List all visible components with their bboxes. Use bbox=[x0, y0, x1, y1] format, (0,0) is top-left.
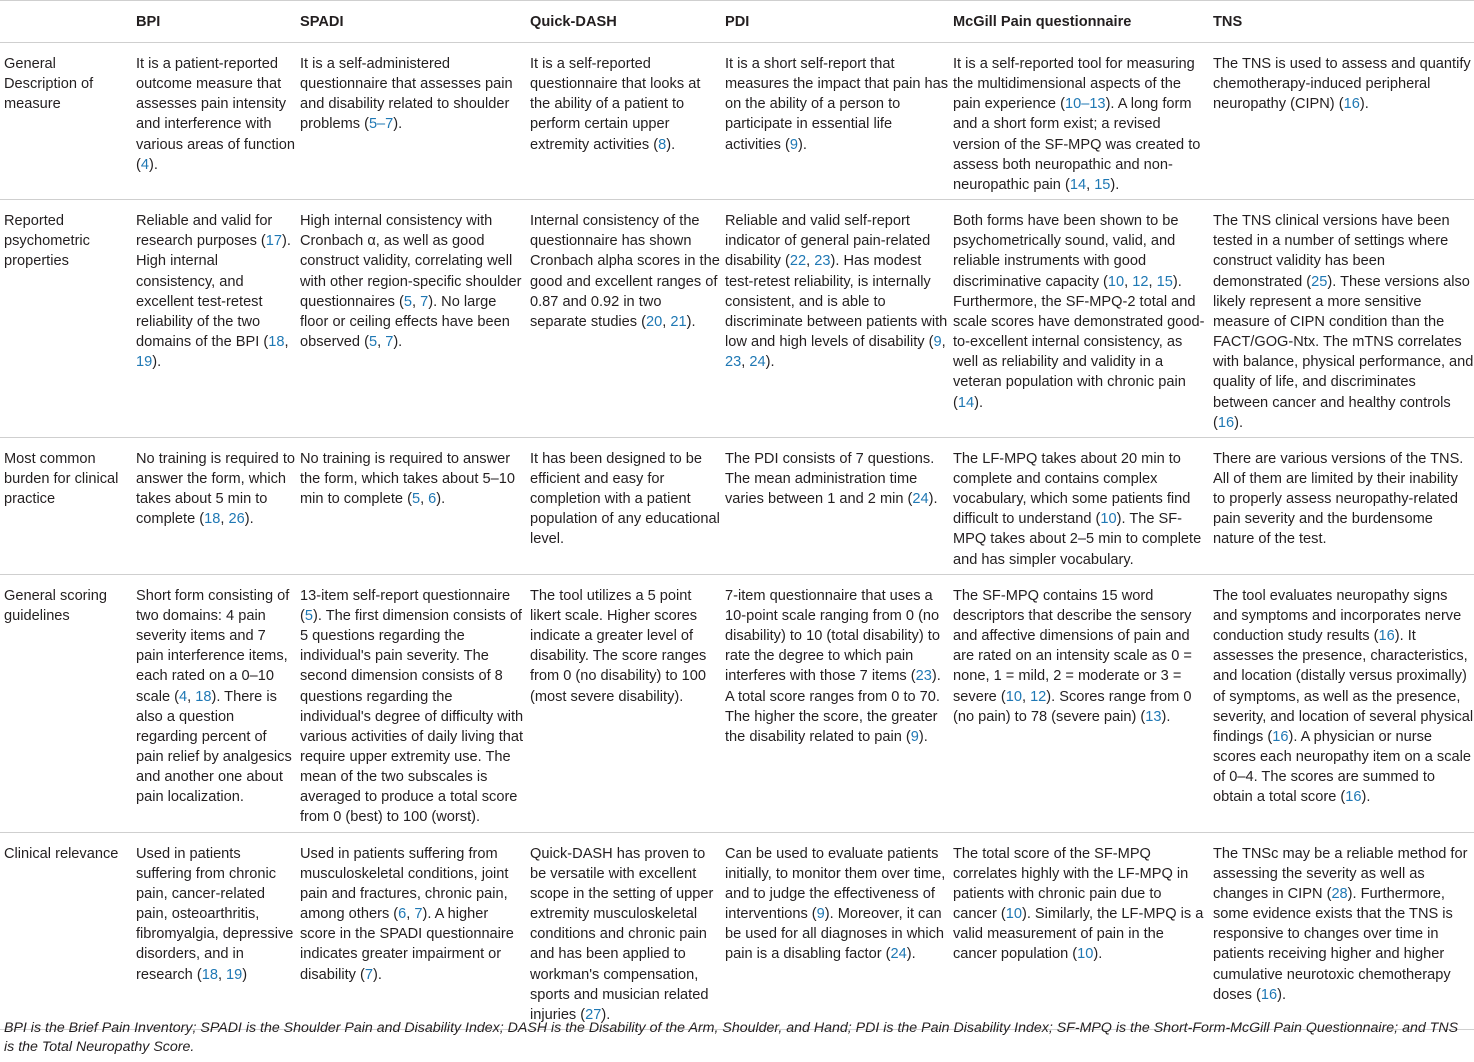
reference-link[interactable]: 5 bbox=[403, 293, 412, 310]
table-row bbox=[0, 437, 1474, 574]
reference-link[interactable]: 7 bbox=[414, 906, 423, 923]
reference-link[interactable]: 16 bbox=[1343, 96, 1360, 113]
reference-link[interactable]: 9 bbox=[789, 136, 798, 153]
reference-link[interactable]: 27 bbox=[585, 1006, 602, 1023]
reference-link[interactable]: 26 bbox=[228, 511, 245, 528]
reference-link[interactable]: 9 bbox=[933, 334, 942, 351]
table-body bbox=[0, 43, 1474, 1030]
reference-link[interactable]: 10 bbox=[1005, 906, 1022, 923]
row-label: General scoring guidelines bbox=[4, 587, 108, 624]
reference-link[interactable]: 14 bbox=[957, 394, 975, 411]
row-label: Clinical relevance bbox=[4, 845, 119, 862]
reference-link[interactable]: 6 bbox=[428, 491, 437, 508]
reference-link[interactable]: 19 bbox=[226, 966, 243, 983]
cell-spadi: It is a self-administered questionnaire that assesses pain and disability related to shoulder problems (5–7). bbox=[300, 56, 513, 133]
reference-link[interactable]: 10 bbox=[1100, 511, 1117, 528]
cell-quick-dash: It is a self-reported questionnaire that looks at the ability of a patient to perform certain upper extremity activities (8). bbox=[530, 56, 701, 153]
header-cell-spadi: SPADI bbox=[300, 14, 344, 30]
table-footnote: BPI is the Brief Pain Inventory; SPADI is the Shoulder Pain and Disability Index; DASH is the Disability of the Arm, Shoulder, and Hand; PDI is the Pain Disability Index; SF-MPQ is the Short-Form-McGill Pain Questionnaire; and TNS is the Total Neuropathy Score. bbox=[4, 1020, 1459, 1055]
reference-link[interactable]: 16 bbox=[1345, 789, 1362, 806]
reference-link[interactable]: 4 bbox=[178, 688, 188, 705]
reference-link[interactable]: 18 bbox=[204, 511, 221, 528]
cell-tns: The TNSc may be a reliable method for assessing the severity as well as changes in CIPN (28). Furthermore, some evidence exists that the TNS is responsive to changes over time in patients receiving higher and higher cumulative neurotoxic chemotherapy doses (16). bbox=[1213, 845, 1468, 1003]
table-row bbox=[0, 574, 1474, 832]
reference-link[interactable]: 16 bbox=[1378, 628, 1395, 645]
cell-quick-dash: Quick-DASH has proven to be versatile with excellent scope in the setting of upper extremity musculoskeletal conditions and chronic pain and has been applied to workman's compensation, sports and musician related injuries (27). bbox=[530, 845, 714, 1023]
reference-link[interactable]: 9 bbox=[910, 728, 919, 745]
cell-mcgill: The total score of the SF-MPQ correlates highly with the LF-MPQ in patients with chronic pain due to cancer (10). Similarly, the LF-MPQ is a valid measurement of pain in the cancer population (10). bbox=[953, 845, 1204, 963]
cell-pdi: Can be used to evaluate patients initially, to monitor them over time, and to judge the effectiveness of interventions (9). Moreover, it can be used for all diagnoses in which pain is a disabling factor (24). bbox=[725, 845, 946, 963]
cell-mcgill: The LF-MPQ takes about 20 min to complete and contains complex vocabulary, which some patients find difficult to understand (10). The SF-MPQ takes about 2–5 min to complete and has simpler vocabulary. bbox=[953, 450, 1202, 568]
reference-link[interactable]: 14 bbox=[1069, 176, 1087, 193]
reference-link[interactable]: 28 bbox=[1331, 885, 1348, 902]
cell-pdi: 7-item questionnaire that uses a 10-point scale ranging from 0 (no disability) to 10 (total disability) to rate the degree to which pain interferes with those 7 items (23). A total score ranges from 0 to 70. The higher the score, the greater the disability related to pain (9). bbox=[725, 587, 941, 745]
cell-pdi: The PDI consists of 7 questions. The mean administration time varies between 1 and 2 min (24). bbox=[725, 450, 938, 508]
table-header-row bbox=[0, 1, 1474, 43]
reference-link[interactable]: 24 bbox=[890, 946, 907, 963]
cell-quick-dash: Internal consistency of the questionnaire has shown Cronbach alpha scores in the good and excellent ranges of 0.87 and 0.92 in two separate studies (20, 21). bbox=[530, 213, 720, 330]
cell-mcgill: It is a self-reported tool for measuring the multidimensional aspects of the pain experience (10–13). A long form and a short form exist; a revised version of the SF-MPQ was created to assess both neuropathic and non-neuropathic pain (14, 15). bbox=[953, 56, 1201, 193]
reference-link[interactable]: 12 bbox=[1132, 273, 1149, 290]
reference-link[interactable]: 10–13 bbox=[1064, 96, 1106, 113]
reference-link[interactable]: 23 bbox=[814, 253, 831, 270]
reference-link[interactable]: 16 bbox=[1260, 986, 1278, 1003]
cell-tns: There are various versions of the TNS. All of them are limited by their inability to properly assess neuropathy-related pain severity and the burdensome nature of the test. bbox=[1213, 450, 1464, 548]
cell-pdi: Reliable and valid self-report indicator of general pain-related disability (22, 23). Has modest test-retest reliability, is internally consistent, and is able to discriminate between patients with low and high levels of disability (9, 23, 24). bbox=[725, 213, 948, 371]
reference-link[interactable]: 9 bbox=[816, 906, 825, 923]
reference-link[interactable]: 17 bbox=[265, 233, 283, 250]
reference-link[interactable]: 6 bbox=[398, 906, 407, 923]
cell-bpi: Reliable and valid for research purposes (17). High internal consistency, and excellent test-retest reliability of the two domains of the BPI (18, 19). bbox=[136, 213, 291, 371]
reference-link[interactable]: 15 bbox=[1094, 176, 1111, 193]
cell-quick-dash: It has been designed to be efficient and easy for completion with a patient population of any educational level. bbox=[530, 450, 720, 548]
reference-link[interactable]: 10 bbox=[1107, 273, 1125, 290]
cell-spadi: High internal consistency with Cronbach α, as well as good construct validity, correlating well with other region-specific shoulder questionnaires (5, 7). No large floor or ceiling effects have been observed (5, 7). bbox=[300, 213, 522, 351]
reference-link[interactable]: 23 bbox=[725, 354, 742, 371]
reference-link[interactable]: 7 bbox=[385, 334, 394, 351]
cell-spadi: Used in patients suffering from musculoskeletal conditions, joint pain and fractures, chronic pain, among others (6, 7). A higher score in the SPADI questionnaire indicates greater impairment or disability (7). bbox=[300, 845, 514, 983]
reference-link[interactable]: 13 bbox=[1145, 708, 1162, 725]
row-label: Most common burden for clinical practice bbox=[4, 450, 119, 508]
cell-bpi: No training is required to answer the form, which takes about 5 min to complete (18, 26). bbox=[136, 450, 295, 528]
cell-bpi: It is a patient-reported outcome measure that assesses pain intensity and interference with various areas of function (4). bbox=[136, 56, 295, 173]
reference-link[interactable]: 10 bbox=[1077, 946, 1094, 963]
reference-link[interactable]: 5–7 bbox=[368, 116, 394, 133]
header-cell-bpi: BPI bbox=[136, 14, 161, 30]
reference-link[interactable]: 4 bbox=[140, 156, 149, 173]
row-label: General Description of measure bbox=[4, 56, 94, 113]
header-cell-empty bbox=[0, 1, 132, 43]
cell-bpi: Used in patients suffering from chronic pain, cancer-related pain, osteoarthritis, fibromyalgia, depressive disorders, and in research (18, 19) bbox=[136, 845, 294, 983]
cell-spadi: 13-item self-report questionnaire (5). The first dimension consists of 5 questions regarding the individual's pain severity. The second dimension consists of 8 questions regarding the individual's degree of difficulty with various activities of daily living that require upper extremity use. The mean of the two subscales is averaged to produce a total score from 0 (best) to 100 (worst). bbox=[300, 587, 524, 826]
reference-link[interactable]: 18 bbox=[195, 688, 212, 705]
row-label: Reported psychometric properties bbox=[4, 213, 90, 270]
reference-link[interactable]: 16 bbox=[1217, 414, 1235, 431]
header-cell-pdi: PDI bbox=[725, 14, 750, 30]
reference-link[interactable]: 22 bbox=[789, 253, 807, 270]
reference-link[interactable]: 23 bbox=[915, 668, 932, 685]
table-row bbox=[0, 832, 1474, 1029]
reference-link[interactable]: 10 bbox=[1005, 688, 1022, 705]
reference-link[interactable]: 5 bbox=[304, 607, 313, 624]
header-cell-quick-dash: Quick-DASH bbox=[530, 14, 617, 30]
cell-mcgill: Both forms have been shown to be psychometrically sound, valid, and reliable instruments with good discriminative capacity (10, 12, 15). Furthermore, the SF-MPQ-2 total and scale scores have demonstrated good-to-excellent internal consistency, as well as reliability and validity in a veteran population with chronic pain (14). bbox=[953, 213, 1205, 411]
reference-link[interactable]: 7 bbox=[364, 966, 374, 983]
header-cell-mcgill: McGill Pain questionnaire bbox=[953, 14, 1132, 30]
cell-tns: The TNS clinical versions have been tested in a number of settings where construct validity has been demonstrated (25). These versions also likely represent a more sensitive measure of CIPN condition than the FACT/GOG-Ntx. The mTNS correlates with balance, physical performance, and quality of life, and discriminates between cancer and healthy controls (16). bbox=[1213, 213, 1474, 431]
reference-link[interactable]: 16 bbox=[1272, 728, 1289, 745]
reference-link[interactable]: 12 bbox=[1030, 688, 1047, 705]
reference-link[interactable]: 18 bbox=[201, 966, 218, 983]
reference-link[interactable]: 20 bbox=[646, 313, 663, 330]
reference-link[interactable]: 7 bbox=[420, 293, 429, 310]
cell-quick-dash: The tool utilizes a 5 point likert scale. Higher scores indicate a greater level of disability. The score ranges from 0 (no disability) to 100 (most severe disability). bbox=[530, 587, 707, 705]
reference-link[interactable]: 5 bbox=[411, 491, 421, 508]
cell-spadi: No training is required to answer the form, which takes about 5–10 min to complete (5, 6). bbox=[300, 450, 515, 508]
cell-pdi: It is a short self-report that measures the impact that pain has on the ability of a person to participate in essential life activities (9). bbox=[725, 56, 949, 153]
table-row bbox=[0, 200, 1474, 438]
reference-link[interactable]: 5 bbox=[368, 334, 378, 351]
header-cell-tns: TNS bbox=[1213, 14, 1243, 30]
cell-tns: The TNS is used to assess and quantify chemotherapy-induced peripheral neuropathy (CIPN) (16). bbox=[1213, 56, 1471, 113]
reference-link[interactable]: 15 bbox=[1156, 273, 1173, 290]
cell-mcgill: The SF-MPQ contains 15 word descriptors that describe the sensory and affective dimensions of pain and are rated on an intensity scale as 0 = none, 1 = mild, 2 = moderate or 3 = severe (10, 12). Scores range from 0 (no pain) to 78 (severe pain) (13). bbox=[953, 587, 1192, 725]
reference-link[interactable]: 8 bbox=[658, 136, 667, 153]
reference-link[interactable]: 21 bbox=[670, 313, 687, 330]
reference-link[interactable]: 24 bbox=[912, 491, 929, 508]
table-row bbox=[0, 43, 1474, 200]
reference-link[interactable]: 25 bbox=[1311, 273, 1328, 290]
cell-tns: The tool evaluates neuropathy signs and symptoms and incorporates nerve conduction study results (16). It assesses the presence, characteristics, and location (distally versus proximally) of symptoms, as well as the presence, severity, and location of several physical findings (16). A physician or nurse scores each neuropathy item on a scale of 0–4. The scores are summed to obtain a total score (16). bbox=[1213, 587, 1474, 806]
cell-bpi: Short form consisting of two domains: 4 pain severity items and 7 pain interference items, each rated on a 0–10 scale (4, 18). There is also a question regarding percent of pain relief by analgesics and another one about pain localization. bbox=[136, 587, 292, 806]
reference-link[interactable]: 18 bbox=[268, 334, 285, 351]
reference-link[interactable]: 19 bbox=[136, 354, 153, 371]
reference-link[interactable]: 24 bbox=[749, 354, 766, 371]
